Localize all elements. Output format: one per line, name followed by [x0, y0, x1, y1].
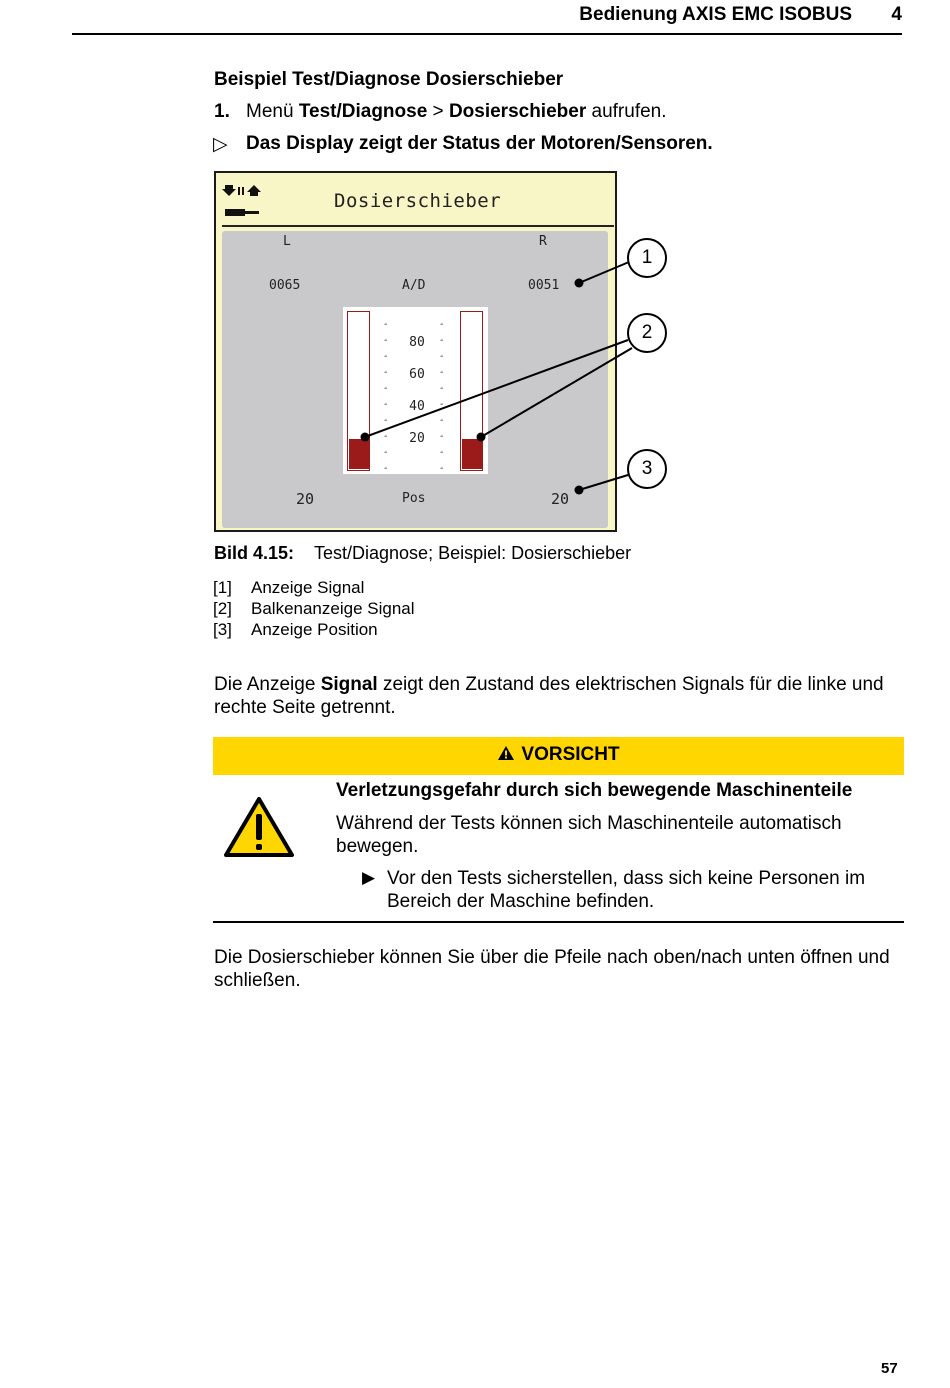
gauge-tick: -: [384, 367, 388, 378]
paragraph-bold: Signal: [320, 674, 378, 695]
gauge-tick: -: [384, 447, 388, 458]
final-paragraph: Die Dosierschieber können Sie über die Pfeile nach oben/nach unten öffnen und schließen.: [214, 947, 890, 991]
legend-text: Anzeige Signal: [251, 578, 365, 597]
gauge-tick: -: [440, 415, 444, 426]
gauge-tick: -: [440, 447, 444, 458]
callout-leaders: [0, 0, 950, 560]
gauge-tick: -: [440, 463, 444, 474]
gauge-tick: -: [440, 319, 444, 330]
leader-dot-1: [575, 279, 584, 288]
step-text-1: Menü: [246, 101, 299, 122]
side-label-left: L: [283, 234, 291, 249]
callout-2: 2: [627, 313, 667, 353]
gauge-tick: -: [440, 399, 444, 410]
position-value-left: 20: [296, 490, 315, 508]
step-text-bold-1: Test/Diagnose: [298, 101, 428, 122]
gauge-tick: -: [440, 383, 444, 394]
caution-banner-label: [213, 744, 904, 766]
leader-dot-3: [575, 486, 584, 495]
result-marker: ▷: [213, 134, 228, 155]
screen-title: Dosierschieber: [334, 190, 502, 212]
leader-dot-2a: [361, 433, 370, 442]
gauge-scale-label: 40: [409, 399, 425, 414]
gauge-tick: -: [384, 415, 388, 426]
warning-triangle-icon: [223, 796, 295, 858]
caution-banner-text: VORSICHT: [521, 744, 620, 765]
legend-text: Anzeige Position: [251, 620, 378, 639]
gauge-scale-label: 80: [409, 335, 425, 350]
warning-icon: [497, 745, 515, 761]
gauge-tick: -: [384, 383, 388, 394]
step-number: 1.: [214, 101, 230, 122]
gauge-tick: -: [384, 399, 388, 410]
gauge-tick: -: [384, 351, 388, 362]
gauge-tick: -: [384, 319, 388, 330]
callout-3: 3: [627, 449, 667, 489]
caution-body: Während der Tests können sich Maschinenteile automatisch bewegen.: [336, 813, 842, 857]
legend-number: [2]: [213, 599, 232, 618]
leader-line-1: [579, 262, 629, 283]
legend-text: Balkenanzeige Signal: [251, 599, 415, 618]
signal-value-left: 0065: [269, 278, 301, 293]
paragraph-text: Die Anzeige: [214, 674, 321, 695]
figure-caption-label: Bild 4.15:: [214, 543, 295, 563]
result-text: Das Display zeigt der Status der Motoren/Sensoren.: [246, 133, 713, 154]
gauge-tick: -: [440, 351, 444, 362]
page-number: 57: [881, 1360, 898, 1377]
header-title: Bedienung AXIS EMC ISOBUS: [579, 4, 852, 25]
leader-line-3: [579, 475, 628, 490]
figure-caption-text: Test/Diagnose; Beispiel: Dosierschieber: [314, 543, 632, 563]
gauge-scale-label: 60: [409, 367, 425, 382]
step-instruction: Menü Test/Diagnose > Dosierschieber aufrufen.: [246, 101, 667, 122]
signal-paragraph: [214, 673, 914, 719]
action-arrow-icon: ▶: [362, 868, 376, 887]
position-value-right: 20: [551, 490, 570, 508]
step-text-bold-2: Dosierschieber: [448, 101, 587, 122]
gauge-tick: -: [384, 335, 388, 346]
gauge-tick: -: [384, 463, 388, 474]
side-label-right: R: [539, 234, 547, 249]
gauge-tick: -: [440, 431, 444, 442]
signal-value-right: 0051: [528, 278, 560, 293]
caution-heading: Verletzungsgefahr durch sich bewegende Maschinenteile: [336, 780, 853, 801]
position-label: Pos: [402, 491, 426, 506]
leader-line-2b: [481, 348, 632, 437]
gauge-tick: -: [440, 335, 444, 346]
gauge-scale-label: 20: [409, 431, 425, 446]
header-chapter-number: 4: [891, 4, 902, 25]
signal-label: A/D: [402, 278, 426, 293]
gauge-tick: -: [440, 367, 444, 378]
legend-number: [1]: [213, 578, 232, 597]
legend-number: [3]: [213, 620, 232, 639]
leader-dot-2b: [477, 433, 486, 442]
caution-banner: [213, 737, 904, 775]
section-heading: Beispiel Test/Diagnose Dosierschieber: [214, 69, 564, 90]
callout-1: 1: [627, 238, 667, 278]
caution-divider: [213, 921, 904, 923]
leader-line-2a: [365, 340, 628, 437]
paragraph-text: zeigt den Zustand des elektrischen Signals für die linke und rechte Seite getrennt.: [214, 674, 884, 718]
gauge-tick: -: [384, 431, 388, 442]
caution-action: Vor den Tests sicherstellen, dass sich keine Personen im Bereich der Maschine befinden.: [387, 868, 866, 912]
